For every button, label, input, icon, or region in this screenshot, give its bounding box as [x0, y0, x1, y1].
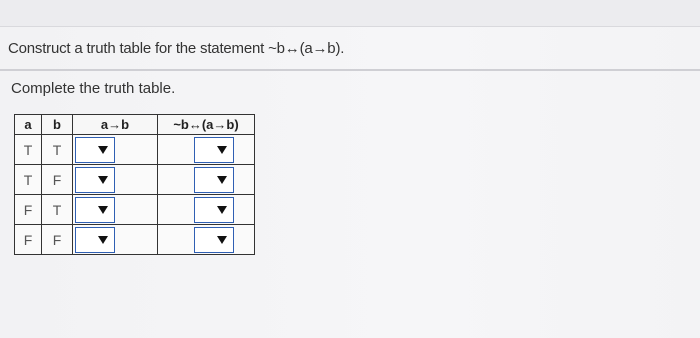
cell-a-implies-b — [73, 225, 158, 255]
a-implies-b-dropdown[interactable] — [75, 227, 115, 253]
cell-statement — [158, 225, 255, 255]
truth-table — [14, 114, 255, 255]
triangle-down-icon — [217, 206, 227, 214]
header-statement: ~b↔(a→b) — [158, 115, 255, 135]
cell-b: F — [42, 165, 73, 195]
triangle-down-icon — [98, 176, 108, 184]
table-row — [15, 195, 255, 225]
question-prompt: Construct a truth table for the statement ~b↔(a→b). — [8, 40, 345, 57]
cell-a: T — [15, 135, 42, 165]
cell-statement — [158, 195, 255, 225]
cell-a-implies-b — [73, 135, 158, 165]
triangle-down-icon — [98, 206, 108, 214]
triangle-down-icon — [217, 236, 227, 244]
cell-a: T — [15, 165, 42, 195]
triangle-down-icon — [217, 146, 227, 154]
triangle-down-icon — [98, 236, 108, 244]
cell-a-implies-b — [73, 165, 158, 195]
a-implies-b-dropdown[interactable] — [75, 167, 115, 193]
cell-b: T — [42, 135, 73, 165]
cell-statement — [158, 165, 255, 195]
cell-b: T — [42, 195, 73, 225]
statement-dropdown[interactable] — [194, 167, 234, 193]
table-row — [15, 135, 255, 165]
triangle-down-icon — [98, 146, 108, 154]
cell-a: F — [15, 225, 42, 255]
statement-dropdown[interactable] — [194, 227, 234, 253]
a-implies-b-dropdown[interactable] — [75, 137, 115, 163]
cell-a: F — [15, 195, 42, 225]
header-a: a — [15, 115, 42, 135]
header-row — [15, 115, 255, 135]
top-bar — [0, 0, 700, 26]
table-row — [15, 165, 255, 195]
statement-dropdown[interactable] — [194, 137, 234, 163]
top-divider — [0, 26, 700, 27]
cell-a-implies-b — [73, 195, 158, 225]
cell-b: F — [42, 225, 73, 255]
statement-dropdown[interactable] — [194, 197, 234, 223]
header-a-implies-b: a→b — [73, 115, 158, 135]
a-implies-b-dropdown[interactable] — [75, 197, 115, 223]
header-b: b — [42, 115, 73, 135]
table-row — [15, 225, 255, 255]
section-divider — [0, 69, 700, 71]
triangle-down-icon — [217, 176, 227, 184]
cell-statement — [158, 135, 255, 165]
instruction-text: Complete the truth table. — [11, 80, 176, 97]
